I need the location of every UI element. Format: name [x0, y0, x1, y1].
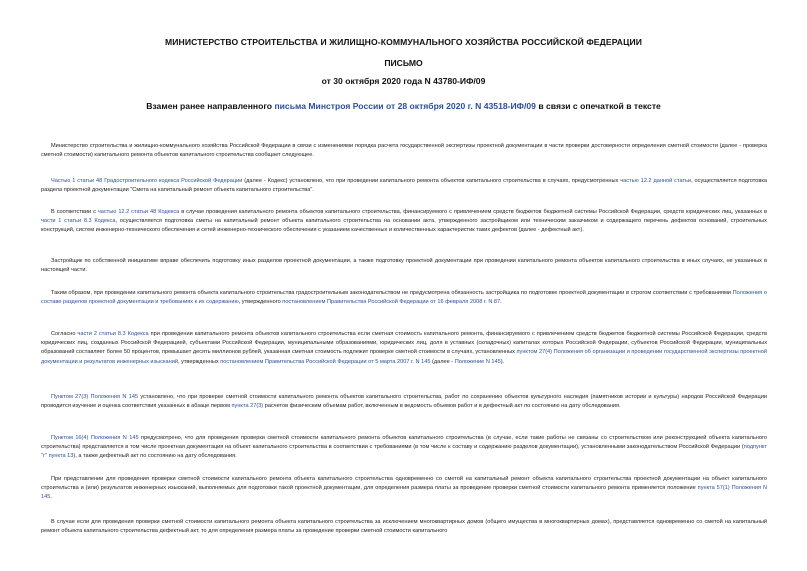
resolution-145-link[interactable]: постановлением Правительства Российской Федерации от 5 марта 2007 г. N 145: [220, 358, 431, 365]
paragraph-text: ), а также дефектный акт по состоянию на дату обследования.: [73, 453, 237, 460]
paragraph-text: (далее - Кодекс) установлено, что при проведении капитального ремонта объектов капитального строительства в случаях, предусмотренных: [242, 178, 621, 184]
paragraph-text: В случае если для проведения проверки сметной стоимости капитального ремонта объекта капитального строительства за исключением многоквартирных домов (общего имущества в многоквартирных домах), представляется одновременно со сметой на капитальный ремонт объекта капитального строительства дефектный акт, то для определения размера платы за проведение проверки сметной стоимости капитального: [41, 519, 767, 535]
paragraph-text: установлено, что при проверке сметной стоимости капитального ремонта объектов капитального строительства, работ по сохранению объектов культурного наследия (памятников истории и культуры) народов Российской Федерации проводится изучение и оценка соответствия указанных в абзаце первом: [41, 394, 767, 410]
part-12-2-article-48-link[interactable]: частью 12.2 статьи 48 Кодекса: [97, 209, 180, 215]
point-57-1-link[interactable]: пункта 57(1) Положения N 145: [41, 485, 767, 501]
paragraph-text: Застройщик по собственной инициативе вправе обеспечить подготовку иных разделов проектной документации, а также подготовку проектной документации при проведении капитального ремонта объектов капитального строительства в иных случаях, не указанных в настоящей части.: [41, 258, 767, 274]
paragraph-defect-act-case: [41, 518, 767, 536]
regulation-145-link[interactable]: Положение N 145: [454, 358, 501, 365]
paragraph-text: , утвержденных: [177, 358, 221, 365]
paragraph-part-12-2: [41, 208, 767, 236]
paragraph-text: Министерство строительства и жилищно-коммунального хозяйства Российской Федерации в связи с изменениями порядка расчета государственной экспертизы проектной документации в части проверки достоверности определения сметной стоимости (далее - проверка сметной стоимости) капитального ремонта объектов капитального строительства сообщает следующее.: [41, 143, 767, 159]
subject-prefix: Взамен ранее направленного: [146, 101, 275, 111]
previous-letter-link[interactable]: письма Минстроя России от 28 октября 2020 г. N 43518-ИФ/09: [274, 101, 536, 111]
ministry-title: МИНИСТЕРСТВО СТРОИТЕЛЬСТВА И ЖИЛИЩНО-КОММУНАЛЬНОГО ХОЗЯЙСТВА РОССИЙСКОЙ ФЕДЕРАЦИИ: [164, 37, 643, 47]
paragraph-text: Таким образом, при проведении капитального ремонта объекта капитального строительства градостроительным законодательством не предусмотрена обязанность застройщика по подготовке проектной документации в строгом соответствии с требованиями: [51, 290, 733, 296]
paragraph-thus: [41, 289, 767, 307]
paragraph-text: ).: [500, 358, 505, 365]
point-16-4-link[interactable]: Пунктом 16(4) Положения N 145: [51, 435, 139, 441]
subject-suffix: в связи с опечаткой в тексте: [535, 101, 661, 111]
document-type: ПИСЬМО: [384, 58, 423, 68]
paragraph-text: .: [500, 299, 502, 306]
paragraph-text: В соответствии с: [51, 209, 98, 215]
document-date-number: от 30 октября 2020 года N 43780-ИФ/09: [321, 76, 486, 86]
part-1-article-8-3-link[interactable]: части 1 статьи 8.3 Кодекса: [41, 218, 116, 225]
paragraph-text: в случае проведения капитального ремонта объектов капитального строительства, финансируемого с привлечением средств бюджетов бюджетной системы Российской Федерации, средств юридических лиц, указанных в: [179, 209, 768, 215]
paragraph-text: , осуществляется подготовка сметы на капитальный ремонт объекта капитального строительства на основании акта, утвержденного застройщиком или техническим заказчиком и содержащего перечень дефектов оснований, строительных конструкций, систем инженерно-технического обеспечения и сетей инженерно-технического обеспечения с указанием качественных и количественных характеристик таких дефектов (далее - дефектный акт).: [41, 218, 767, 234]
part-12-2-link[interactable]: частью 12.2 данной статьи: [620, 178, 692, 184]
paragraph-text: .: [50, 494, 52, 501]
paragraph-text: расчетов физическим объемам работ, включенным в ведомость объемов работ и в дефектный акт по состоянию на дату обследования.: [263, 403, 621, 410]
paragraph-text: , утвержденного: [238, 299, 283, 306]
paragraph-text: при проведении капитального ремонта объектов капитального строительства если сметная стоимость капитального ремонта, финансируемого с привлечением средств бюджетов бюджетной системы Российской Федерации, средств юридических лиц, созданных Российской Федерацией, субъектами Российской Федерации, муниципальными образованиями, юридических лиц, доля в уставных (складочных) капиталах которых Российской Федерации, субъектов Российской Федерации, муниципальных образований составляет более 50 процентов, превышает десять миллионов рублей, указанная сметная стоимость подлежит проверке сметной стоимости в случаях, установленных: [41, 331, 767, 356]
paragraph-intro: [41, 142, 767, 160]
paragraph-point-16-4: [41, 434, 767, 462]
paragraph-article-48: [41, 177, 767, 195]
paragraph-text: , осуществляется подготовка раздела проектной документации "Смета на капитальный ремонт объекта капитального строительства".: [41, 178, 767, 194]
paragraph-article-8-3: [41, 330, 767, 367]
paragraph-text: предусмотрено, что для проведения проверки сметной стоимости капитального ремонта объектов капитального строительства (в случае, если такие работы не связаны со строительством или реконструкцией объекта капитального строительства) представляется в том числе проектная документация на объект капитального строительства в соответствии с требованиями (в том числе к составу и содержанию разделов документации), установленными законодательством Российской Федерации (: [41, 435, 768, 451]
article-48-link[interactable]: Частью 1 статьи 48 Градостроительного кодекса Российской Федерации: [51, 178, 243, 184]
part-2-article-8-3-link[interactable]: части 2 статьи 8.3 Кодекса: [77, 331, 149, 337]
paragraph-text: Согласно: [51, 331, 78, 337]
paragraph-developer-initiative: [41, 257, 767, 275]
paragraph-point-27-3: [41, 393, 767, 411]
subpoint-g-point-13-link[interactable]: подпункт "г" пункта 13: [41, 444, 767, 460]
point-27-3-link[interactable]: Пунктом 27(3) Положения N 145: [51, 394, 139, 400]
point-27-4-link[interactable]: пунктом 27(4) Положения об организации и проведении государственной экспертизы проектной документации и результатов инженерных изысканий: [41, 349, 767, 365]
document-subject: [0, 101, 807, 111]
point-27-3-short-link[interactable]: пункта 27(3): [231, 403, 264, 410]
paragraph-text: (далее -: [430, 358, 455, 365]
resolution-87-link[interactable]: постановлением Правительства Российской Федерации от 16 февраля 2008 г. N 87: [282, 299, 501, 306]
paragraph-submission: [41, 475, 767, 503]
paragraph-text: При представлении для проведения проверки сметной стоимости капитального ремонта объекта капитального строительства одновременно со сметой на капитальный ремонт объекта капитального строительства проектной документации на объект капитального строительства и (или) результатов инженерных изысканий, выполняемых для подготовки такой проектной документации, для определения размера платы за проведение проверки сметной стоимости капитального ремонта применяется положение: [41, 476, 767, 492]
regulation-composition-link[interactable]: Положения о составе разделов проектной документации и требованиях к их содержанию: [41, 290, 767, 306]
